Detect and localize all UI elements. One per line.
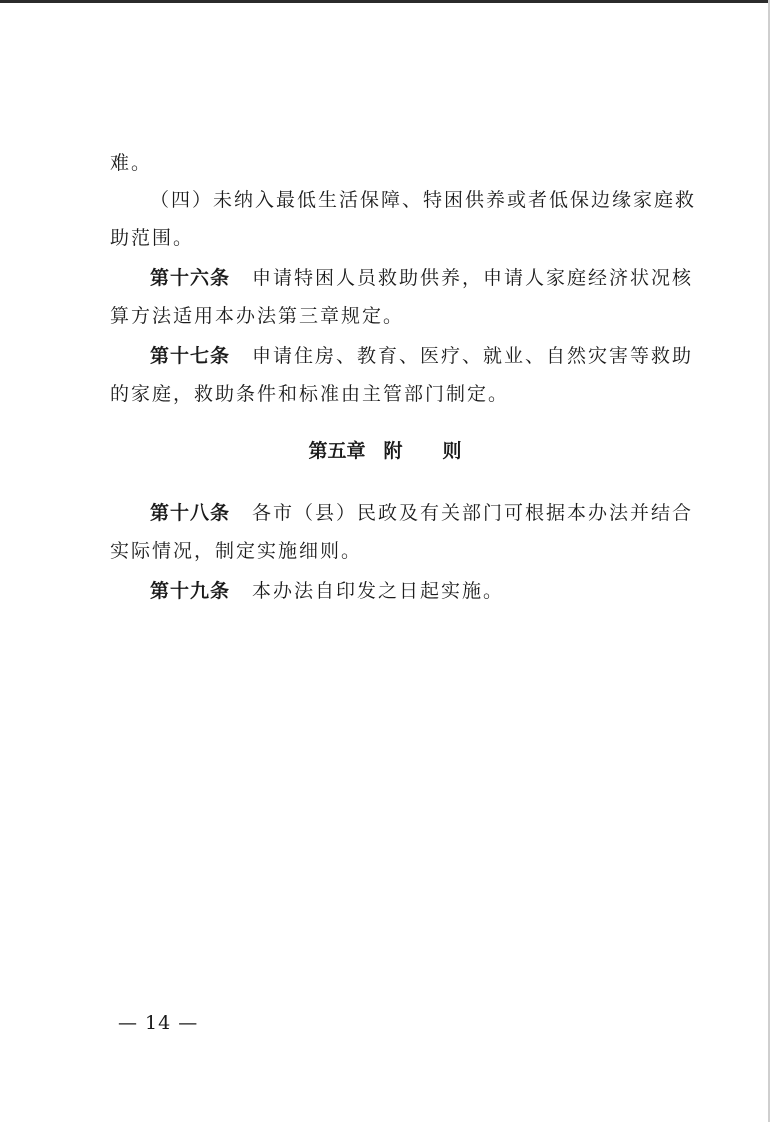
scan-top-edge	[0, 0, 770, 3]
article-text: 各市（县）民政及有关部门可根据本办法并结合	[252, 502, 694, 524]
chapter-title: 第五章	[308, 440, 366, 462]
article-text: 申请住房、教育、医疗、就业、自然灾害等救助	[252, 345, 694, 367]
text-line: 的家庭，救助条件和标准由主管部门制定。	[110, 383, 510, 405]
article-16	[150, 265, 694, 291]
chapter-name-b: 则	[442, 440, 462, 462]
text-line: （四）未纳入最低生活保障、特困供养或者低保边缘家庭救	[150, 189, 697, 211]
text-line: 实际情况，制定实施细则。	[110, 540, 363, 562]
text-line: 难。	[110, 152, 153, 174]
article-18	[150, 500, 694, 526]
page-number: — 14 —	[118, 1012, 199, 1034]
article-label: 第十九条	[150, 580, 231, 602]
text-line: 助范围。	[110, 227, 195, 249]
article-label: 第十六条	[150, 267, 231, 289]
article-text: 本办法自印发之日起实施。	[252, 580, 505, 602]
article-label: 第十八条	[150, 502, 231, 524]
article-19	[150, 578, 694, 604]
article-17	[150, 343, 694, 369]
article-label: 第十七条	[150, 345, 231, 367]
chapter-heading	[0, 438, 770, 464]
text-line: 算方法适用本办法第三章规定。	[110, 305, 405, 327]
article-text: 申请特困人员救助供养，申请人家庭经济状况核	[252, 267, 694, 289]
chapter-name-a: 附	[383, 440, 403, 462]
